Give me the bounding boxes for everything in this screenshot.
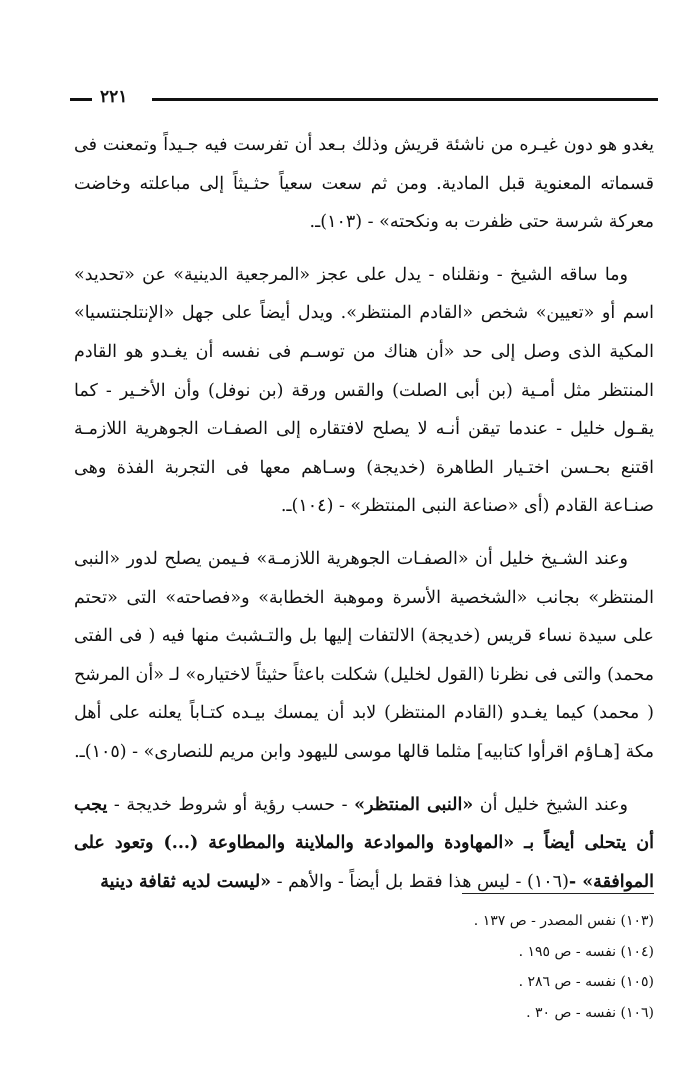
text-run: - ليس هذا فقط بل أيضاً - والأهم - (271, 871, 528, 892)
header-rule (152, 98, 658, 101)
footnote-separator (462, 893, 654, 894)
bold-text-run: «ليست لديه ثقافة دينية (100, 871, 272, 892)
page-number: ٢٢١ (100, 87, 128, 107)
body-text (74, 126, 654, 901)
paragraph: يغدو هو دون غيـره من ناشئة قريش وذلك بـعد أن تفرست فيه جـيداً وتمعنت فى قسماته المعنوية قبل المادية. ومن ثم سعت سعياً حثـيثاً إلى مباعلته وخاضت معركة شرسة حتى ظفرت به ونكحته» - (١٠٣)ـ. (74, 135, 654, 233)
footnote: (١٠٦) نفسه - ص ٣٠ . (526, 1004, 654, 1021)
bold-text-run: يجب أن يتحلى أيضاً بـ «المهاودة والموادعة والملاينة والمطاوعة (...) وتعود على الموافقة» - (74, 794, 654, 892)
page-header (70, 86, 658, 110)
text-run: وعند الشيخ خليل أن (473, 794, 628, 815)
text-run: - حسب رؤية أو شروط خديجة - (107, 794, 355, 815)
footnote: (١٠٣) نفس المصدر - ص ١٣٧ . (473, 913, 654, 929)
paragraph: وما ساقه الشيخ - ونقلناه - يدل على عجز «المرجعية الدينية» عن «تحديد» اسم أو «تعيين» شخص «القادم المنتظر». ويدل أيضاً على جهل «الإنتلجنتسيا» المكية الذى وصل إلى حد «أن هناك من توسـم فى نفسه أن يغـدو هو القادم المنتظر مثل أمـية (بن أبى الصلت) والقس ورقة (بن نوفل) وأن الأخـير - كما يقـول خليل - عندما تيقن أنـه لا يصلح لافتقاره إلى الصفـات الجوهرية اللازمـة اقتنع بحـسن اختـيار الطاهرة (خديجة) وسـاهم معها فى التجربة الفذة وهى صنـاعة القادم (أى «صناعة النبى المنتظر» - (١٠٤)ـ. (74, 264, 654, 517)
paragraph-last (74, 786, 654, 902)
footnote: (١٠٥) نفسه - ص ٢٨٦ . (518, 974, 654, 991)
header-rule-left (70, 98, 92, 101)
footnote-reference: (١٠٦) (527, 871, 569, 892)
bold-text-run: «النبى المنتظر» (354, 794, 474, 815)
paragraph: وعند الشـيخ خليل أن «الصفـات الجوهرية اللازمـة» فـيمن يصلح لدور «النبى المنتظر» بجانب «الشخصية الأسرة وموهبة الخطابة» و«فصاحته» التى «تحتم على سيدة نساء قريس (خديجة) الالتفات إليها بل والتـشبث منها فيه ( فى الفتى محمد) والتى فى نظرنا (القول لخليل) شكلت باعثاً حثيثاً لاختياره» لـ «أن المرشح ( محمد) كيما يغـدو (القادم المنتظر) لابد أن يمسك بيـده كتـاباً يعلنه على أهل مكة [هـاؤم اقرأوا كتابيه] مثلما قالها موسى لليهود وابن مريم للنصارى» - (١٠٥)ـ. (74, 548, 654, 762)
footnote: (١٠٤) نفسه - ص ١٩٥ . (518, 943, 654, 960)
footnotes (74, 906, 654, 1028)
